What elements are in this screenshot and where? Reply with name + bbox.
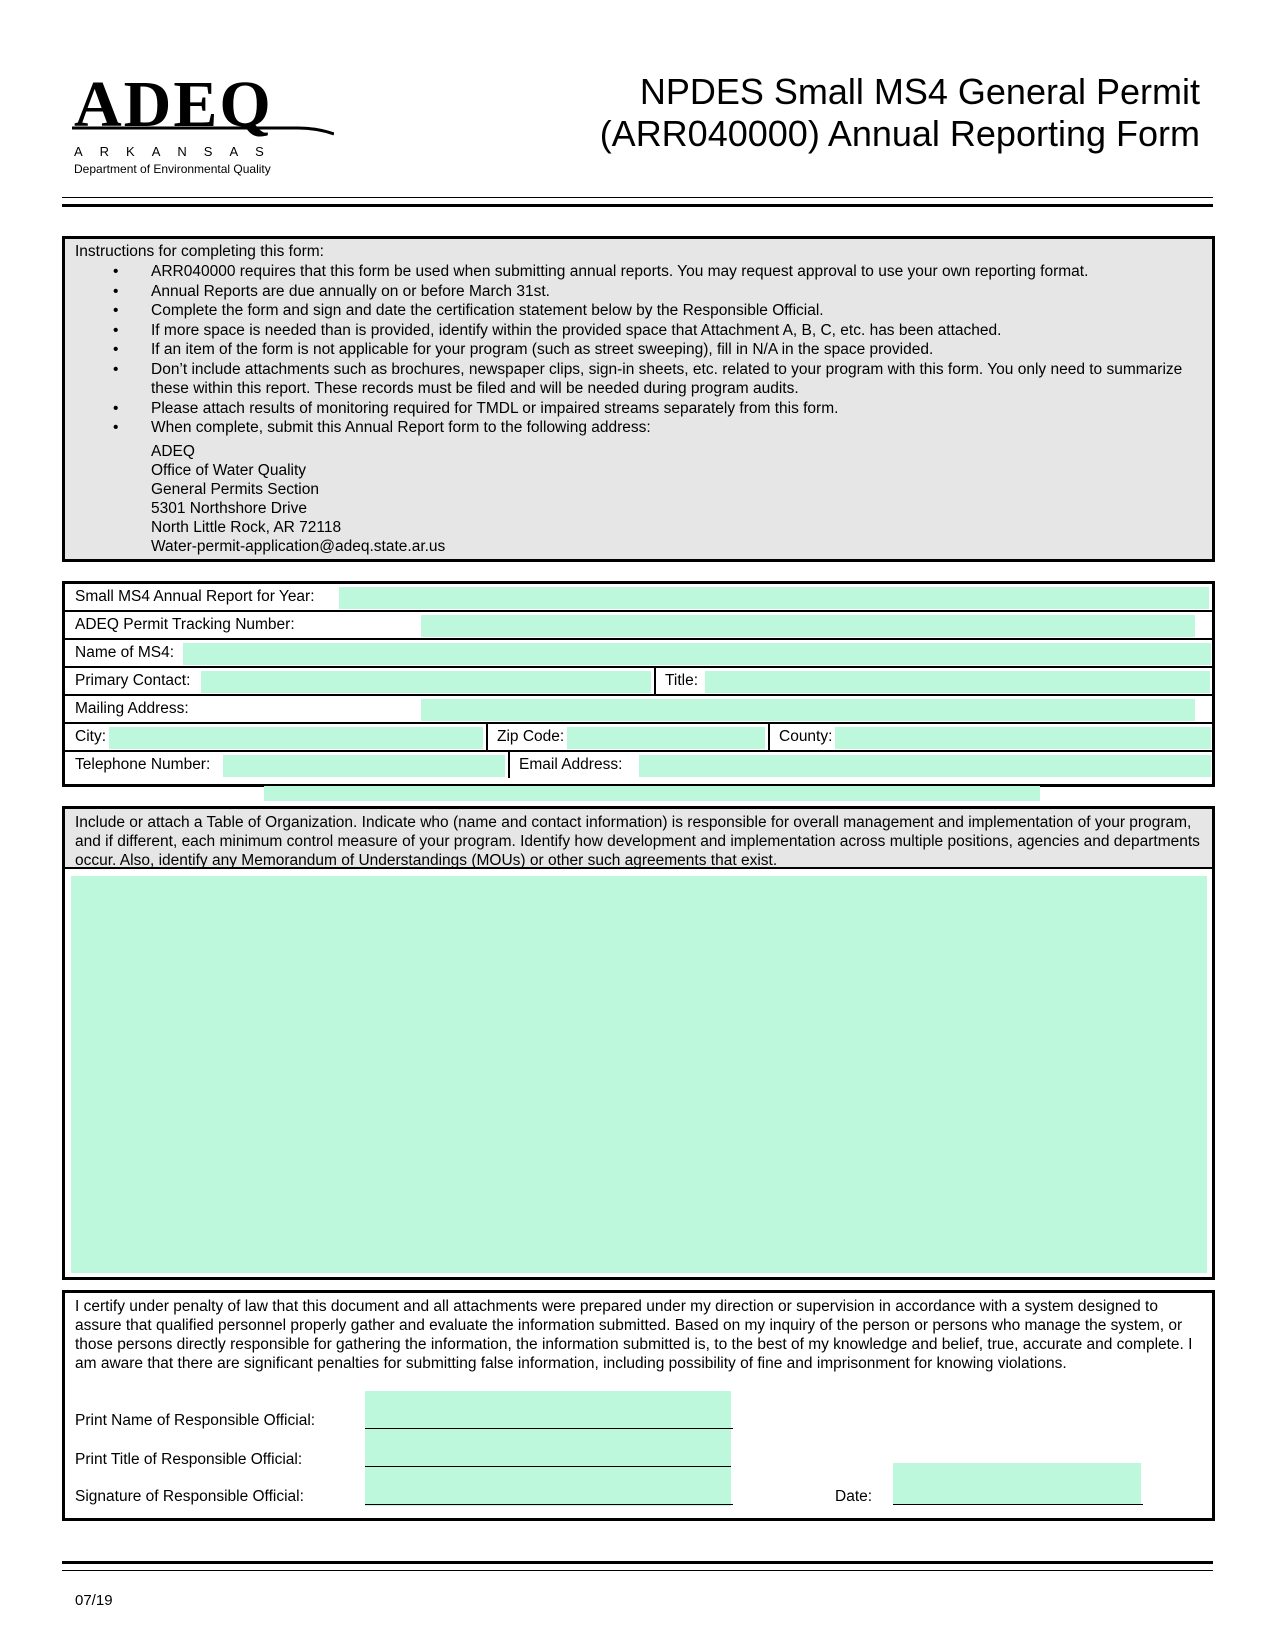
row-ms4-name xyxy=(65,640,1212,668)
official-name-line xyxy=(365,1428,733,1429)
date-label: Date: xyxy=(835,1488,873,1505)
address-line: Office of Water Quality xyxy=(151,462,307,479)
mailing-address-field[interactable] xyxy=(421,699,1195,721)
organization-box xyxy=(62,806,1215,1280)
county-label: County: xyxy=(779,728,833,745)
instructions-lead: Instructions for completing this form: xyxy=(75,243,324,260)
list-item: • Don’t include attachments such as brochures, newspaper clips, sign-in sheets, etc. related to your program with this form. You only need to summarize these within this report. These records must be filed and will be needed during program audits. xyxy=(65,360,1205,399)
address-line: ADEQ xyxy=(151,443,195,460)
zip-label: Zip Code: xyxy=(497,728,565,745)
list-item: • If an item of the form is not applicable for your program (such as street sweeping), fill in N/A in the space provided. xyxy=(65,340,1205,360)
date-field[interactable] xyxy=(893,1463,1141,1505)
mailing-address-label: Mailing Address: xyxy=(75,700,189,717)
report-info-box xyxy=(62,581,1215,787)
ms4-name-label: Name of MS4: xyxy=(75,644,175,661)
city-label: City: xyxy=(75,728,106,745)
official-name-label: Print Name of Responsible Official: xyxy=(75,1412,316,1429)
list-item: • Please attach results of monitoring required for TMDL or impaired streams separately from this form. xyxy=(65,399,1205,419)
county-field[interactable] xyxy=(835,727,1211,749)
ms4-name-field[interactable] xyxy=(183,643,1211,665)
row-phone-email xyxy=(65,752,1212,778)
list-item: • If more space is needed than is provided, identify within the provided space that Attachment A, B, C, etc. has been attached. xyxy=(65,321,1205,341)
row-report-year xyxy=(65,584,1212,612)
permit-number-field[interactable] xyxy=(421,615,1195,637)
official-title-label: Print Title of Responsible Official: xyxy=(75,1451,303,1468)
instructions-box xyxy=(62,236,1215,562)
official-signature-line xyxy=(365,1504,733,1505)
city-field[interactable] xyxy=(109,727,483,749)
form-title-line2: (ARR040000) Annual Reporting Form xyxy=(599,113,1200,154)
row-permit-number xyxy=(65,612,1212,640)
list-item: • When complete, submit this Annual Report form to the following address: xyxy=(65,418,1205,438)
column-divider xyxy=(768,724,770,750)
permit-number-label: ADEQ Permit Tracking Number: xyxy=(75,616,295,633)
address-line: North Little Rock, AR 72118 xyxy=(151,519,342,536)
logo-swoosh-icon xyxy=(72,120,334,136)
primary-contact-field[interactable] xyxy=(201,671,651,693)
logo-state: ARKANSAS xyxy=(74,144,281,159)
official-name-field[interactable] xyxy=(365,1391,731,1431)
official-title-field[interactable] xyxy=(365,1431,731,1469)
official-signature-field[interactable] xyxy=(365,1469,731,1506)
date-line xyxy=(893,1504,1143,1505)
header-rule-thin xyxy=(62,197,1213,198)
email-field[interactable] xyxy=(639,755,1211,777)
form-revision-date: 07/19 xyxy=(75,1592,113,1609)
form-title-line1: NPDES Small MS4 General Permit xyxy=(639,71,1200,112)
column-divider xyxy=(486,724,488,750)
logo-department: Department of Environmental Quality xyxy=(74,162,271,176)
row-city-zip-county xyxy=(65,724,1212,752)
header-rule-thick xyxy=(62,204,1213,207)
address-email: Water-permit-application@adeq.state.ar.us xyxy=(151,538,446,555)
phone-label: Telephone Number: xyxy=(75,756,211,773)
organization-instructions: Include or attach a Table of Organization. Indicate who (name and contact information) is responsible for overall management and implementation of your program, and if different, each minimum control measure of your program. Identify how development and implementation across multiple positions, agencies and departments occur. Also, identify any Memorandum of Understandings (MOUs) or other such agreements that exist. xyxy=(65,809,1212,869)
certification-box xyxy=(62,1290,1215,1521)
official-title-line xyxy=(365,1466,731,1467)
email-label: Email Address: xyxy=(519,756,623,773)
address-line: 5301 Northshore Drive xyxy=(151,500,307,517)
logo-wordmark: ADEQ xyxy=(74,68,273,141)
column-divider xyxy=(654,668,656,694)
primary-contact-label: Primary Contact: xyxy=(75,672,191,689)
list-item: • Complete the form and sign and date the certification statement below by the Responsible Official. xyxy=(65,301,1205,321)
report-year-label: Small MS4 Annual Report for Year: xyxy=(75,588,315,605)
zip-field[interactable] xyxy=(567,727,765,749)
list-item: • Annual Reports are due annually on or before March 31st. xyxy=(65,282,1205,302)
extra-email-field[interactable] xyxy=(264,786,1040,801)
footer-rule-thick xyxy=(62,1561,1213,1564)
row-mailing-address xyxy=(65,696,1212,724)
title-label: Title: xyxy=(665,672,699,689)
column-divider xyxy=(508,752,510,778)
organization-field[interactable] xyxy=(71,876,1207,1273)
list-item: • ARR040000 requires that this form be used when submitting annual reports. You may request approval to use your own reporting format. xyxy=(65,262,1205,282)
phone-field[interactable] xyxy=(223,755,505,777)
instructions-list xyxy=(65,262,1205,438)
footer-rule-thin xyxy=(62,1570,1213,1571)
row-primary-contact xyxy=(65,668,1212,696)
report-year-field[interactable] xyxy=(339,587,1209,609)
address-line: General Permits Section xyxy=(151,481,319,498)
title-field[interactable] xyxy=(705,671,1210,693)
certification-statement: I certify under penalty of law that this document and all attachments were prepared under my direction or supervision in accordance with a system designed to assure that qualified personnel properly gather and evaluate the information submitted. Based on my inquiry of the person or persons who manage the system, or those persons directly responsible for gathering the information, the information submitted is, to the best of my knowledge and belief, true, accurate and complete. I am aware that there are significant penalties for submitting false information, including possibility of fine and imprisonment for knowing violations. xyxy=(75,1298,1193,1372)
official-signature-label: Signature of Responsible Official: xyxy=(75,1488,304,1505)
